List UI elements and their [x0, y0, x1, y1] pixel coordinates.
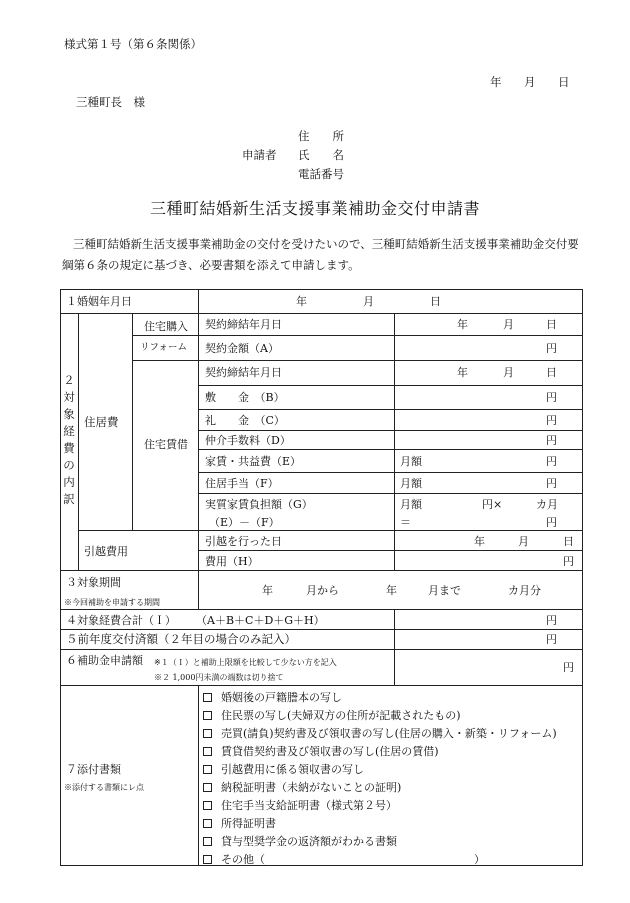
yen-unit: 円 — [546, 342, 557, 355]
yen-unit: 円 — [563, 661, 574, 674]
checkbox[interactable] — [203, 855, 212, 864]
attachment-label: 住宅手当支給証明書（様式第２号） — [221, 799, 397, 812]
attachment-label: 納税証明書（未納がないことの証明) — [221, 781, 402, 794]
deposit-label: 敷 金 （B） — [205, 391, 285, 404]
moving-month: 月 — [518, 535, 529, 548]
row3-year-to: 年 — [386, 584, 397, 597]
yen-unit: 円 — [563, 555, 574, 568]
checkbox[interactable] — [203, 693, 212, 702]
checkbox[interactable] — [203, 747, 212, 756]
row3-label: ３対象期間 — [66, 576, 121, 589]
yen-unit: 円 — [546, 434, 557, 447]
moving-date-label: 引越を行った日 — [205, 535, 282, 548]
date-year: 年 — [490, 75, 502, 89]
monthly-label: 月額 — [400, 477, 422, 490]
row1-day: 日 — [430, 295, 441, 308]
checkbox[interactable] — [203, 765, 212, 774]
rental-contract-date: 契約締結年月日 — [205, 366, 282, 379]
attachment-item[interactable] — [203, 743, 439, 759]
attachment-item[interactable] — [203, 851, 485, 867]
monthly-label: 月額 — [400, 455, 422, 468]
actual-burden-formula: （E）－（F） — [209, 516, 280, 529]
attachment-label: その他（ ） — [221, 853, 485, 866]
monthly-label: 月額 — [400, 498, 422, 511]
row4-formula: （A＋B＋C＋D＋G＋H） — [196, 614, 325, 627]
row3-year-from: 年 — [262, 584, 273, 597]
row6-note1: ※１（Ｉ）と補助上限額を比較して少ない方を記入 — [154, 658, 337, 667]
attachment-label: 婚姻後の戸籍謄本の写し — [221, 691, 342, 704]
form-number: 様式第１号（第６条関係） — [64, 37, 202, 51]
attachment-item[interactable] — [203, 833, 397, 849]
attachment-label: 賃貸借契約書及び領収書の写し(住居の賃借) — [221, 745, 439, 758]
allowance-label: 住居手当（F） — [205, 477, 279, 490]
attachment-item[interactable] — [203, 815, 276, 831]
row3-note: ※今回補助を申請する期間 — [64, 598, 160, 607]
rental-day: 日 — [546, 366, 557, 379]
attachment-label: 住民票の写し(夫婦双方の住所が記載されたもの) — [221, 709, 461, 722]
applicant-role: 申請者 — [242, 148, 277, 162]
name-label: 氏 名 — [298, 148, 344, 162]
document-title: 三種町結婚新生活支援事業補助金交付申請書 — [149, 199, 480, 218]
attachment-item[interactable] — [203, 761, 364, 777]
moving-cost-label: 費用（H） — [205, 555, 259, 568]
row1-year: 年 — [296, 295, 307, 308]
months-unit: カ月 — [536, 498, 558, 511]
rental-month: 月 — [503, 366, 514, 379]
row3-months: カ月分 — [508, 584, 541, 597]
checkbox[interactable] — [203, 801, 212, 810]
purchase-day: 日 — [546, 318, 557, 331]
section2-char: 対 — [63, 390, 75, 404]
actual-burden-label: 実質家賃負担額（G） — [205, 498, 313, 511]
section2-vertical-label — [62, 372, 76, 508]
rent-label: 家賃・共益費（E） — [205, 455, 302, 468]
section2-char: 費 — [63, 441, 75, 455]
row7-label: ７添付書類 — [66, 763, 121, 776]
row3-month-to: 月まで — [428, 584, 461, 597]
section2-char: 訳 — [63, 492, 75, 506]
yen-unit: 円 — [546, 516, 557, 529]
moving-label: 引越費用 — [84, 545, 128, 558]
row6-label: ６補助金申請額 — [66, 654, 143, 667]
row3-month-from: 月から — [306, 584, 339, 597]
intro-line-2: 綱第６条の規定に基づき、必要書類を添えて申請します。 — [62, 258, 360, 272]
date-day: 日 — [558, 75, 570, 89]
checkbox[interactable] — [203, 729, 212, 738]
checkbox[interactable] — [203, 711, 212, 720]
section2-char: の — [63, 458, 75, 472]
checkbox[interactable] — [203, 837, 212, 846]
date-month: 月 — [524, 75, 536, 89]
row1-month: 月 — [363, 295, 374, 308]
attachment-item[interactable] — [203, 779, 401, 795]
address-label: 住 所 — [298, 129, 344, 143]
row5-label: ５前年度交付済額（２年目の場合のみ記入） — [66, 632, 296, 646]
attachment-item[interactable] — [203, 797, 397, 813]
intro-line-1: 三種町結婚新生活支援事業補助金の交付を受けたいので、三種町結婚新生活支援事業補助金交付要 — [73, 237, 579, 251]
checkbox[interactable] — [203, 819, 212, 828]
row4-label: ４対象経費合計（Ｉ） — [66, 614, 176, 627]
yen-unit: 円 — [546, 414, 557, 427]
purchase-year: 年 — [457, 318, 468, 331]
row6-note2: ※２ 1,000円未満の端数は切り捨て — [154, 673, 284, 682]
addressee: 三種町長 様 — [76, 95, 145, 109]
brokerage-label: 仲介手数料（D） — [205, 434, 291, 447]
yen-unit: 円 — [546, 455, 557, 468]
purchase-month: 月 — [503, 318, 514, 331]
attachment-label: 売買(請負)契約書及び領収書の写し(住居の購入・新築・リフォーム) — [221, 727, 557, 740]
purchase-label: 住宅購入 — [144, 320, 188, 333]
intro-paragraph — [62, 234, 582, 276]
rental-year: 年 — [457, 366, 468, 379]
attachment-item[interactable] — [203, 689, 342, 705]
purchase-contract-date: 契約締結年月日 — [205, 318, 282, 331]
attachment-item[interactable] — [203, 707, 461, 723]
key-money-label: 礼 金 （C） — [205, 414, 285, 427]
attachment-item[interactable] — [203, 725, 557, 741]
section2-char: 内 — [63, 475, 75, 489]
yen-times: 円× — [482, 498, 503, 511]
equals-sign: ＝ — [400, 516, 411, 529]
attachment-label: 引越費用に係る領収書の写し — [221, 763, 364, 776]
phone-label: 電話番号 — [298, 167, 344, 181]
moving-year: 年 — [474, 535, 485, 548]
row1-label: １婚姻年月日 — [66, 295, 132, 308]
purchase-contract-amount: 契約金額（A） — [205, 342, 279, 355]
yen-unit: 円 — [546, 614, 557, 627]
rental-label: 住宅賃借 — [144, 438, 188, 451]
section2-char: ２ — [63, 373, 75, 387]
section2-char: 経 — [63, 424, 75, 438]
checkbox[interactable] — [203, 783, 212, 792]
moving-day: 日 — [563, 535, 574, 548]
yen-unit: 円 — [546, 477, 557, 490]
yen-unit: 円 — [546, 391, 557, 404]
attachment-label: 貸与型奨学金の返済額がわかる書類 — [221, 835, 397, 848]
attachment-label: 所得証明書 — [221, 817, 276, 830]
yen-unit: 円 — [546, 633, 557, 646]
reform-label: リフォーム — [140, 342, 188, 353]
section2-char: 象 — [63, 407, 75, 421]
row7-note: ※添付する書類にレ点 — [64, 783, 144, 792]
housing-cost-label: 住居費 — [84, 415, 119, 429]
